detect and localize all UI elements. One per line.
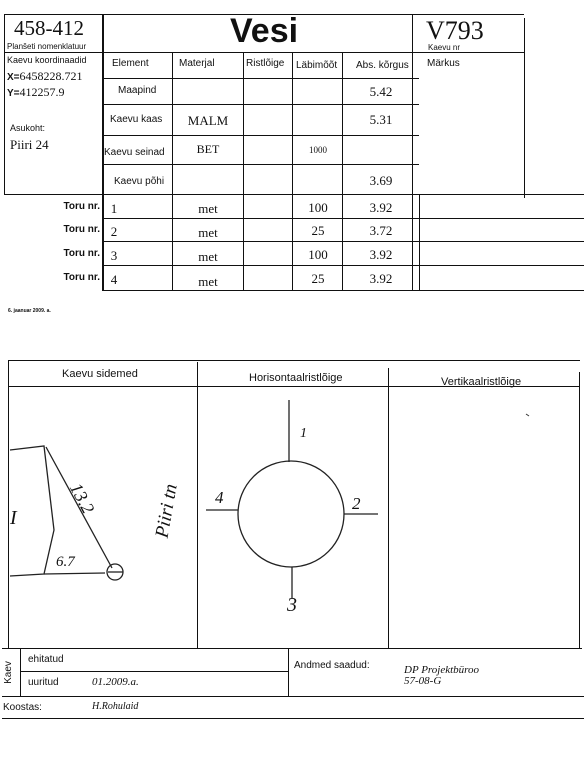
footer-border (20, 671, 288, 672)
footer-border (288, 648, 289, 696)
row-abs: 5.31 (369, 112, 393, 127)
pipe-number-1: 1 (300, 426, 307, 441)
row-element: Kaevu seinad (104, 147, 165, 158)
surveyed-label: uuritud (28, 677, 59, 688)
pipe-materjal: met (198, 225, 218, 240)
pipe-labimoot: 100 (308, 200, 328, 215)
location-label: Asukoht: (10, 123, 46, 133)
tie-distance-1: 13.2 (65, 479, 99, 517)
col-header-abs: Abs. kõrgus (356, 60, 409, 71)
tie-line-2 (44, 573, 105, 574)
row-element: Maapind (118, 85, 157, 96)
panel-title-sidemed: Kaevu sidemed (62, 368, 138, 380)
row-element: Kaevu kaas (110, 114, 163, 125)
built-label: ehitatud (28, 654, 64, 665)
location-value: Piiri 24 (10, 137, 49, 152)
well-circle (238, 461, 344, 567)
pipe-materjal: met (198, 201, 218, 216)
panel-title-horisontaal: Horisontaalristlõige (249, 372, 343, 384)
pipe-number-3: 3 (287, 594, 297, 616)
pipe-label: Toru nr. (63, 248, 100, 259)
date-stamp: 6. jaanuar 2009. a. (8, 308, 51, 314)
panel-title-vertikaal: Vertikaalristlõige (441, 376, 522, 388)
row-abs: 5.42 (369, 84, 393, 99)
pipe-nr: 1 (110, 201, 118, 216)
well-label: Kaevu nr (428, 43, 461, 52)
col-header-labimoot: Läbimõõt (296, 60, 338, 71)
pipe-label: Toru nr. (63, 201, 100, 212)
pipe-abs: 3.72 (369, 223, 393, 238)
surveyed-value: 01.2009.a. (92, 676, 139, 688)
source-value-2: 57-08-G (404, 675, 442, 687)
pipe-labimoot: 25 (311, 271, 325, 286)
footer-border (20, 648, 21, 696)
pipe-number-4: 4 (215, 488, 224, 507)
pipe-nr: 2 (110, 224, 118, 239)
pipe-nr: 4 (110, 272, 118, 287)
pipe-abs: 3.92 (369, 200, 393, 215)
row-materjal: MALM (187, 113, 229, 128)
col-header-element: Element (112, 58, 149, 69)
street-label: Piiri tn (151, 482, 182, 540)
y-value: 412257.9 (19, 85, 65, 99)
source-label: Andmed saadud: (294, 660, 370, 671)
tie-distance-2: 6.7 (56, 554, 75, 570)
coords-label: Kaevu koordinaadid (7, 55, 87, 65)
col-header-markus: Märkus (427, 58, 460, 69)
row-materjal: BET (196, 142, 220, 156)
x-label: X= (7, 72, 20, 83)
row-element: Kaevu põhi (114, 176, 165, 187)
pipe-label: Toru nr. (63, 224, 100, 235)
pipe-abs: 3.92 (369, 247, 393, 262)
compiled-label: Koostas: (3, 702, 42, 713)
col-header-materjal: Materjal (179, 58, 215, 69)
footer-border (2, 648, 582, 649)
pipe-materjal: met (198, 274, 218, 289)
pipe-materjal: met (198, 249, 218, 264)
pipe-abs: 3.92 (369, 271, 393, 286)
footer-border (2, 718, 584, 719)
kaev-side-label: Kaev (2, 661, 14, 684)
row-labimoot: 1000 (309, 145, 327, 155)
y-label: Y= (7, 88, 20, 99)
pipe-nr: 3 (110, 248, 118, 263)
footer-border (2, 696, 584, 697)
sheet-label: Planšeti nomenklatuur (7, 42, 87, 51)
pipe-number-2: 2 (352, 494, 361, 513)
well-id: V793 (426, 16, 484, 45)
page-title: Vesi (230, 12, 299, 50)
building-mark: I (10, 507, 17, 529)
col-header-ristloige: Ristlõige (246, 58, 285, 69)
x-value: 6458228.721 (19, 69, 83, 83)
sheet-number: 458-412 (14, 16, 84, 40)
row-abs: 3.69 (369, 173, 393, 188)
compiled-value: H.Rohulaid (92, 701, 139, 712)
pipe-labimoot: 25 (311, 223, 325, 238)
stray-mark (526, 414, 529, 416)
pipe-labimoot: 100 (308, 247, 328, 262)
pipe-label: Toru nr. (63, 272, 100, 283)
source-value-1: DP Projektbüroo (404, 664, 480, 676)
